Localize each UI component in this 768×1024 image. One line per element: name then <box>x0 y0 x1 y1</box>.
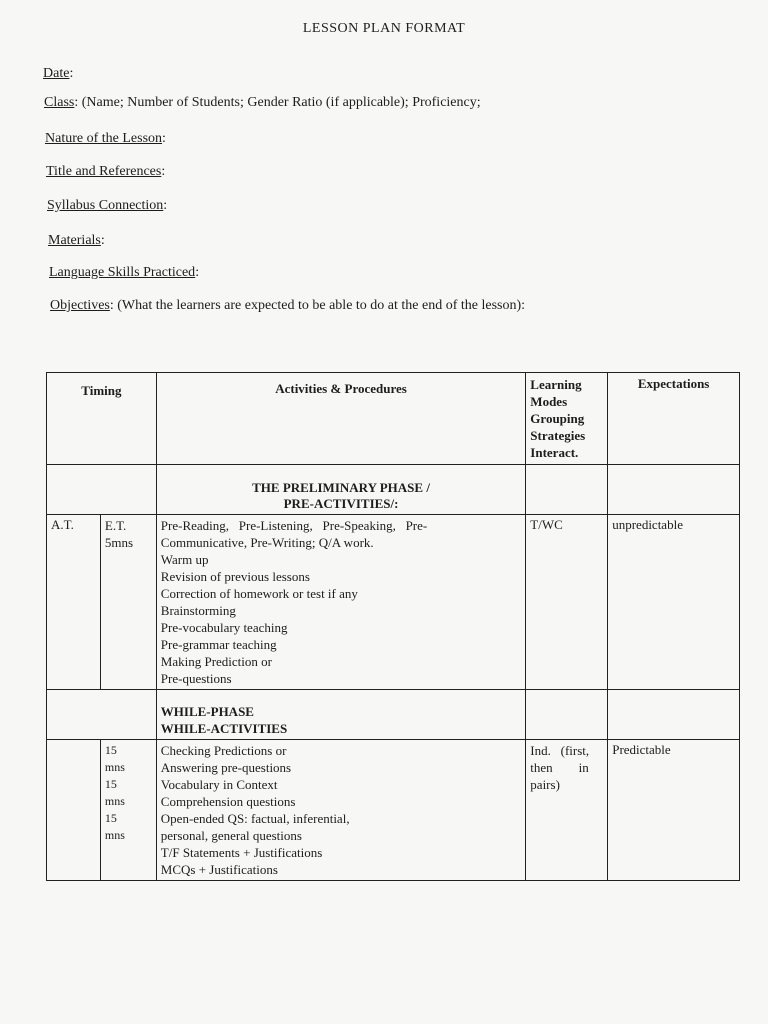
while-mode-empty <box>526 690 608 740</box>
while-expectation: Predictable <box>608 740 740 881</box>
field-class <box>44 95 481 111</box>
header-timing: Timing <box>47 373 157 465</box>
while-time: mns <box>104 828 125 842</box>
activity-item: Checking Predictions or <box>160 743 287 758</box>
activity-item: Pre-questions <box>160 671 232 686</box>
lesson-plan-table <box>46 372 740 881</box>
activity-item: Making Prediction or <box>160 654 272 669</box>
while-time: 15 <box>104 777 117 791</box>
preliminary-et-time: 5mns <box>104 535 134 550</box>
activity-item: Brainstorming <box>160 603 236 618</box>
field-syllabus-text: : <box>163 198 168 213</box>
table-header-row <box>47 373 740 465</box>
activity-item: Warm up <box>160 552 209 567</box>
activity-item: Vocabulary in Context <box>160 777 278 792</box>
field-objectives <box>50 298 525 314</box>
preliminary-title-line: THE PRELIMINARY PHASE / <box>252 480 430 495</box>
field-syllabus-label: Syllabus Connection <box>47 198 164 213</box>
field-date-text: : <box>69 66 74 81</box>
field-nature <box>45 131 166 147</box>
while-time: 15 <box>104 743 117 757</box>
header-learning-line: Grouping <box>530 411 585 426</box>
activity-item: Open-ended QS: factual, inferential, <box>160 811 350 826</box>
while-mode-line: then in <box>530 760 589 775</box>
field-class-text: : (Name; Number of Students; Gender Ratio (if applicable); Proficiency; <box>74 95 481 110</box>
activity-item: Pre-vocabulary teaching <box>160 620 288 635</box>
while-expectation-empty <box>608 690 740 740</box>
header-activities: Activities & Procedures <box>156 373 526 465</box>
activity-item: personal, general questions <box>160 828 302 843</box>
while-time: mns <box>104 794 125 808</box>
while-mode-line: Ind. (first, <box>530 743 590 758</box>
preliminary-mode: T/WC <box>526 515 608 690</box>
while-phase-title-row <box>47 690 740 740</box>
field-title-references-label: Title and References <box>46 164 162 179</box>
activity-item: Communicative, Pre-Writing; Q/A work. <box>160 535 374 550</box>
while-content-row <box>47 740 740 881</box>
field-title-references-text: : <box>161 164 166 179</box>
while-time: 15 <box>104 811 117 825</box>
preliminary-phase-title <box>156 465 526 515</box>
activity-item: T/F Statements + Justifications <box>160 845 323 860</box>
preliminary-expectation-empty <box>608 465 740 515</box>
preliminary-timing-empty <box>47 465 157 515</box>
field-materials <box>48 233 105 249</box>
preliminary-phase-title-row <box>47 465 740 515</box>
field-date <box>43 66 73 82</box>
while-times <box>100 740 156 881</box>
while-title-line: WHILE-ACTIVITIES <box>160 721 288 736</box>
preliminary-expectation: unpredictable <box>608 515 740 690</box>
preliminary-et-label: E.T. <box>104 518 127 533</box>
field-skills-label: Language Skills Practiced <box>49 265 196 280</box>
field-nature-label: Nature of the Lesson <box>45 131 163 146</box>
activity-item: Pre-grammar teaching <box>160 637 277 652</box>
activity-item: Answering pre-questions <box>160 760 292 775</box>
preliminary-mode-empty <box>526 465 608 515</box>
activity-item: Comprehension questions <box>160 794 296 809</box>
field-class-label: Class <box>44 95 75 110</box>
preliminary-et <box>100 515 156 690</box>
header-learning-line: Interact. <box>530 445 579 460</box>
header-learning-line: Learning <box>530 377 582 392</box>
while-title-line: WHILE-PHASE <box>160 704 254 719</box>
while-mode <box>526 740 608 881</box>
while-mode-line: pairs) <box>530 777 560 792</box>
field-title-references <box>46 164 165 180</box>
activity-item: MCQs + Justifications <box>160 862 278 877</box>
field-skills-text: : <box>195 265 200 280</box>
preliminary-at: A.T. <box>47 515 101 690</box>
header-learning-line: Strategies <box>530 428 586 443</box>
while-phase-title <box>156 690 526 740</box>
field-materials-text: : <box>100 233 105 248</box>
activity-item: Pre-Reading, Pre-Listening, Pre-Speaking, Pre- <box>160 518 428 533</box>
field-objectives-label: Objectives <box>50 298 110 313</box>
header-learning-modes <box>526 373 608 465</box>
field-nature-text: : <box>162 131 166 146</box>
while-time: mns <box>104 760 125 774</box>
activity-item: Correction of homework or test if any <box>160 586 358 601</box>
field-objectives-text: : (What the learners are expected to be able to do at the end of the lesson): <box>109 298 526 313</box>
preliminary-content-row <box>47 515 740 690</box>
activity-item: Revision of previous lessons <box>160 569 310 584</box>
preliminary-title-line: PRE-ACTIVITIES/: <box>283 496 399 511</box>
field-materials-label: Materials <box>48 233 101 248</box>
field-syllabus <box>47 198 167 214</box>
header-expectations: Expectations <box>608 373 740 465</box>
document-title: LESSON PLAN FORMAT <box>302 21 466 36</box>
field-date-label: Date <box>43 66 70 81</box>
while-at-empty <box>47 740 101 881</box>
header-learning-line: Modes <box>530 394 568 409</box>
field-skills <box>49 265 199 281</box>
while-timing-empty <box>47 690 157 740</box>
preliminary-activities <box>156 515 526 690</box>
while-activities <box>156 740 526 881</box>
